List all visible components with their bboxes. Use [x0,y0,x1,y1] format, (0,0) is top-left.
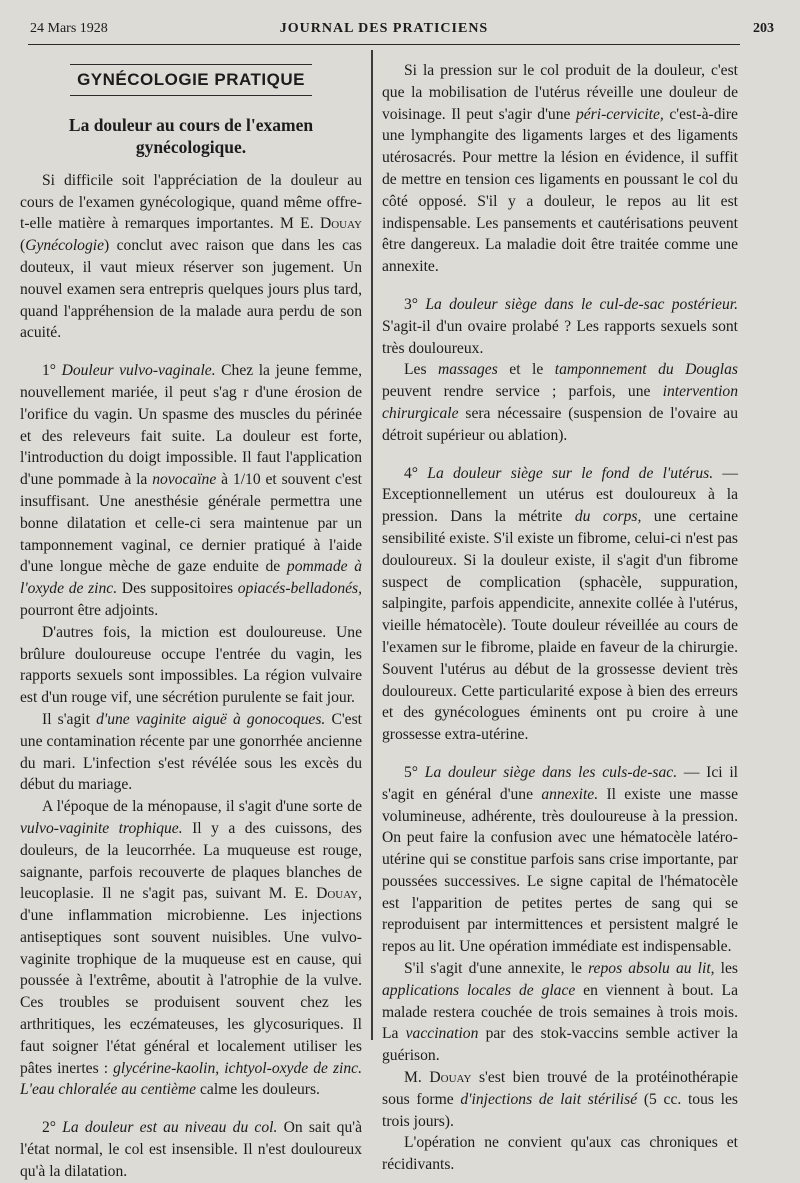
text-run: calme les douleurs. [196,1081,320,1099]
paragraph-gap [20,344,362,360]
text-run: S'il s'agit d'une annexite, le [404,960,589,978]
paragraph-gap [382,278,738,294]
text-run: A l'époque de la ménopause, il s'agit d'une sorte de [42,798,362,816]
text-run: peuvent rendre service ; parfois, une [382,383,663,401]
section-title: GYNÉCOLOGIE PRATIQUE [70,64,312,96]
paragraph-gap [382,746,738,762]
text-run: Si difficile soit l'appréciation de la douleur au cours de l'examen gynécologique, quand même offre-t-elle matière à remarques importantes. M E. [20,171,362,233]
text-run: les [714,960,738,978]
italic-text: La douleur siège dans les culs-de-sac. [424,763,678,781]
right-column-body [382,60,738,1176]
author-name: Douay [429,1069,472,1087]
paragraph [382,762,738,958]
italic-text: tamponnement du Douglas [554,361,738,379]
text-run: , d'une inflammation microbienne. Les injections antiseptiques sont souvent nuisibles. Une vulvo-vaginite trophique de la muqueuse est en cause, qui poussée à l'extrême, aboutit à l'atrophie de la vulve. Ces troubles se produisent souvent chez les arthritiques, les eczémateuses, les glycosuriques. Il faut soigner l'état général et localement utiliser les pâtes inertes : [20,885,362,1077]
text-run: et le [497,361,555,379]
text-run: en viennent à bout. La malade restera couchée de trois semaines à trois mois. La [382,981,738,1043]
text-run: 4° [404,464,428,482]
text-run: 2° [42,1119,63,1137]
paragraph [20,622,362,709]
italic-text: pommade à l'oxyde de zinc. [20,558,363,598]
text-run: 5° [404,763,425,781]
paragraph [382,958,738,1067]
text-run: par des stok-vaccins semble activer la guérison. [382,1025,738,1065]
text-run: Il existe une masse volumineuse, adhérente, très douloureuse à la pression. On peut faire la confusion avec une hématocèle latéro-utérine qui se constitue parfois sans crise importante, par poussées successives. Le signe capital de l'hématocèle est l'apparition de petites pertes de sang qui se reproduisent par intermittences et persistent malgré le repos au lit. Une opération immédiate est indispensable. [382,785,738,956]
text-run: D'autres fois, la miction est douloureuse. Une brûlure douloureuse occupe l'entrée du vagin, les rapports sexuels sont impossibles. La région vulvaire est d'un rouge vif, une sécrétion purulente se fait jour. [20,623,362,707]
column-divider [371,50,373,1040]
paragraph-gap [20,1101,362,1117]
text-run: Il s'agit [42,710,97,728]
article-title: La douleur au cours de l'examen gynécologique. [68,114,314,157]
italic-text: d'une vaginite aiguë à gonocoques. [96,710,326,728]
page-number: 203 [753,21,774,36]
text-run: c'est-à-dire une lymphangite des ligaments larges et des ligaments utérosacrés. Pour mettre la lésion en évidence, il suffit de mettre en tension ces ligaments en poussant le col du côté opposé. S'il y a douleur, le repos au lit est indispensable. Les pansements et cautérisations peuvent être dangereux. La maladie doit être traitée comme une annexite. [382,105,738,276]
text-run: ) conclut avec raison que dans les cas douteux, il vaut mieux réserver son jugement. Un nouvel examen sera entrepris quelques jours plus tard, quand l'appréhension de la malade aura perdu de son acuité. [20,237,362,342]
text-run: ( [20,237,26,255]
text-run: Chez la jeune femme, nouvellement mariée, il peut s'ag r d'une érosion de l'orifice du vagin. Un spasme des muscles du périnée et des releveurs fait suite. La douleur est forte, l'introduction du doigt impossible. Il faut l'application d'une pommade à la [20,362,362,489]
right-column [382,60,738,1176]
journal-title: JOURNAL DES PRATICIENS [279,21,489,36]
text-run: M. [404,1069,430,1087]
text-run: une certaine sensibilité existe. S'il existe un fibrome, celui-ci n'est pas douloureux. Si la douleur existe, il s'agit d'un fibrome suspect de complication (sphacèle, suppuration, salpingite, parfois appendicite, annexite collée à l'utérus, vieille hématocèle). Toute douleur réveillée au cours de l'examen sur le fibrome, plaide en faveur de la chirurgie. Souvent l'utérus au début de la grossesse devient très douloureux. Cette particularité expose à bien des erreurs et des gynécologues éminents ont pu croire à une grossesse extra-utérine. [382,508,739,744]
text-run: On sait qu'à l'état normal, le col est insensible. Il n'est douloureux qu'à la dilatation. [20,1119,362,1180]
italic-text: annexite. [541,785,599,803]
italic-text: vulvo-vaginite trophique. [20,819,183,837]
paragraph [20,1117,362,1182]
italic-text: vaccination [405,1025,479,1043]
paragraph [382,359,738,446]
text-run: pourront être adjoints. [20,601,159,619]
text-run: s'est bien trouvé de la protéinothérapie sous forme [382,1069,738,1108]
text-run: 3° [404,295,426,313]
left-column [20,60,362,1183]
text-run: à 1/10 et souvent c'est insuffisant. Une anesthésie générale permettra une bonne dilatation et celle-ci sera maintenue par un tamponnement vaginal, ce dernier pratiqué à l'aide d'une longue mèche de gaze enduite de [20,471,362,576]
italic-text: La douleur siège sur le fond de l'utérus. [427,464,714,482]
left-column-body [20,170,362,1183]
text-run: 1° [42,362,62,380]
paragraph [20,796,362,1101]
italic-text: opiacés-belladonés, [237,580,363,598]
italic-text: massages [438,361,498,379]
italic-text: novocaïne [152,471,217,489]
italic-text: Gynécologie [25,237,105,255]
paragraph [382,463,738,746]
paragraph [382,1132,738,1176]
italic-text: La douleur est au niveau du col. [62,1119,278,1137]
running-header [28,18,774,45]
paragraph [20,709,362,796]
italic-text: du corps, [574,508,642,526]
text-run: Des suppositoires [117,580,238,598]
text-run: C'est une contamination récente par une gonorrhée ancienne du mari. L'infection s'est révélée sous les excès du début du mariage. [20,710,362,794]
author-name: Douay [319,215,362,233]
paragraph [382,1067,738,1132]
text-run: Si la pression sur le col produit de la douleur, c'est que la mobilisation de l'utérus réveille une douleur de voisinage. Il peut s'agir d'une [382,62,738,123]
italic-text: repos absolu au lit, [588,960,715,978]
issue-date: 24 Mars 1928 [30,21,108,36]
paragraph [382,60,738,278]
text-run: sera nécessaire (suspension de l'ovaire au détroit supérieur ou ablation). [382,404,738,444]
text-run: L'opération ne convient qu'aux cas chroniques et récidivants. [382,1134,738,1174]
paragraph [382,294,738,359]
italic-text: La douleur siège dans le cul-de-sac postérieur. [425,295,738,313]
text-run: — Ici il s'agit en général d'une [382,763,738,803]
text-run: S'agit-il d'un ovaire prolabé ? Les rapports sexuels sont très douloureux. [382,317,738,357]
italic-text: glycérine-kaolin, ichtyol-oxyde de zinc. L'eau chloralée au centième [20,1059,363,1099]
italic-text: d'injections de lait stérilisé [460,1090,638,1108]
text-run: Les [404,361,439,379]
italic-text: péri-cervicite, [575,105,664,123]
text-run: (5 cc. tous les trois jours). [382,1090,738,1130]
italic-text: applications locales de glace [382,981,576,999]
paragraph-gap [382,447,738,463]
author-name: Douay [316,885,359,903]
text-run: Il y a des cuissons, des douleurs, de la leucorrhée. La muqueuse est rouge, saignante, parfois recouverte de plaques blanches de leucoplasie. Il ne s'agit pas, suivant M. E. [20,819,362,903]
paragraph [20,360,362,622]
italic-text: intervention chirurgicale [382,383,738,422]
paragraph [20,170,362,344]
text-run: — Exceptionnellement un utérus est douloureux à la pression. Dans la métrite [382,464,738,526]
italic-text: Douleur vulvo-vaginale. [61,362,216,380]
